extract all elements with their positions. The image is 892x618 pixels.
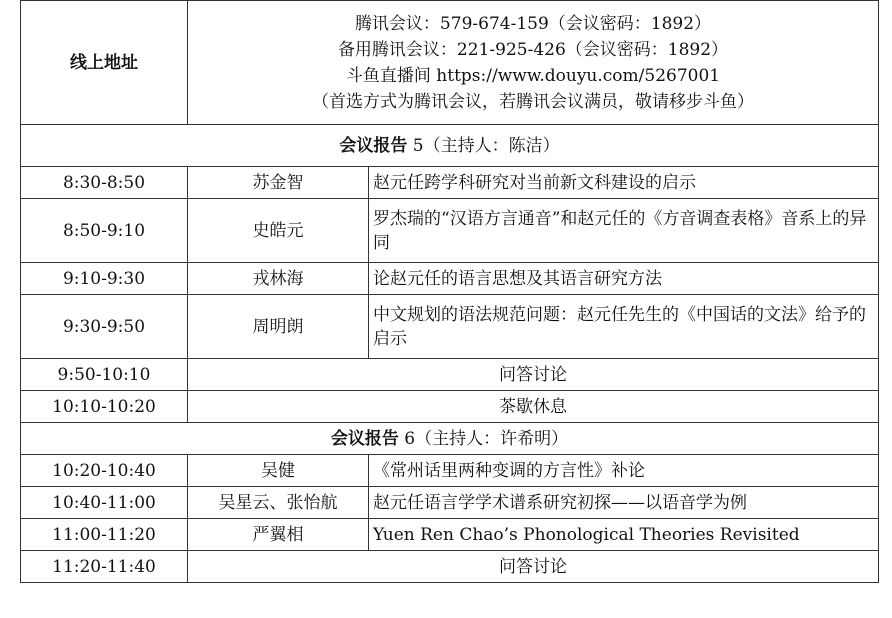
speaker-cell: 戎林海 bbox=[188, 263, 369, 295]
talk-title-cell: 赵元任语言学学术谱系研究初探——以语音学为例 bbox=[369, 487, 879, 519]
tencent-meeting-line: 腾讯会议：579-674-159（会议密码：1892） bbox=[354, 13, 712, 34]
time-cell: 9:30-9:50 bbox=[21, 295, 188, 359]
schedule-table bbox=[20, 0, 879, 583]
session-header bbox=[21, 423, 879, 455]
online-address-details bbox=[188, 1, 879, 125]
schedule-row bbox=[21, 295, 879, 359]
speaker-cell: 吴健 bbox=[188, 455, 369, 487]
backup-tencent-meeting-line: 备用腾讯会议：221-925-426（会议密码：1892） bbox=[337, 39, 729, 60]
schedule-row bbox=[21, 199, 879, 263]
online-address-row bbox=[21, 1, 879, 125]
talk-title-cell: 论赵元任的语言思想及其语言研究方法 bbox=[369, 263, 879, 295]
talk-title-cell: 中文规划的语法规范问题：赵元任先生的《中国话的文法》给予的启示 bbox=[369, 295, 879, 359]
time-cell: 8:30-8:50 bbox=[21, 167, 188, 199]
schedule-row bbox=[21, 551, 879, 583]
speaker-cell: 严翼相 bbox=[188, 519, 369, 551]
talk-title-cell: 罗杰瑞的“汉语方言通音”和赵元任的《方音调查表格》音系上的异同 bbox=[369, 199, 879, 263]
activity-cell: 问答讨论 bbox=[188, 551, 879, 583]
time-cell: 10:20-10:40 bbox=[21, 455, 188, 487]
session-title: 会议报告 6（主持人：许希明） bbox=[21, 423, 879, 455]
time-cell: 11:20-11:40 bbox=[21, 551, 188, 583]
douyu-live-line: 斗鱼直播间 https://www.douyu.com/5267001 bbox=[345, 65, 721, 86]
activity-cell: 问答讨论 bbox=[188, 359, 879, 391]
online-address-label: 线上地址 bbox=[21, 1, 188, 125]
session-title: 会议报告 5（主持人：陈洁） bbox=[21, 125, 879, 167]
speaker-cell: 周明朗 bbox=[188, 295, 369, 359]
activity-cell: 茶歇休息 bbox=[188, 391, 879, 423]
time-cell: 9:10-9:30 bbox=[21, 263, 188, 295]
time-cell: 8:50-9:10 bbox=[21, 199, 188, 263]
time-cell: 10:40-11:00 bbox=[21, 487, 188, 519]
schedule-row bbox=[21, 487, 879, 519]
talk-title-cell: Yuen Ren Chao’s Phonological Theories Revisited bbox=[369, 519, 879, 551]
schedule-row bbox=[21, 167, 879, 199]
schedule-row bbox=[21, 391, 879, 423]
time-cell: 10:10-10:20 bbox=[21, 391, 188, 423]
schedule-row bbox=[21, 455, 879, 487]
talk-title-cell: 赵元任跨学科研究对当前新文科建设的启示 bbox=[369, 167, 879, 199]
session-header bbox=[21, 125, 879, 167]
schedule-row bbox=[21, 263, 879, 295]
speaker-cell: 吴星云、张怡航 bbox=[188, 487, 369, 519]
speaker-cell: 苏金智 bbox=[188, 167, 369, 199]
schedule-row bbox=[21, 359, 879, 391]
speaker-cell: 史皓元 bbox=[188, 199, 369, 263]
time-cell: 9:50-10:10 bbox=[21, 359, 188, 391]
schedule-row bbox=[21, 519, 879, 551]
access-note-line: （首选方式为腾讯会议，若腾讯会议满员，敬请移步斗鱼） bbox=[312, 91, 754, 112]
talk-title-cell: 《常州话里两种变调的方言性》补论 bbox=[369, 455, 879, 487]
time-cell: 11:00-11:20 bbox=[21, 519, 188, 551]
